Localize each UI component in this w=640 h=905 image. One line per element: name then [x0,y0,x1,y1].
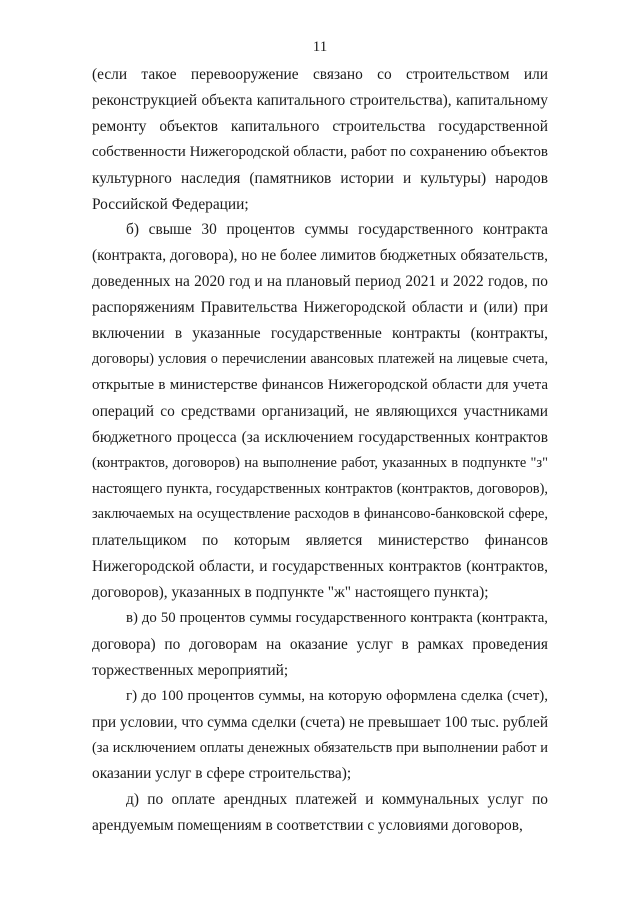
text-line: включении в указанные государственные контракты (контракты, [92,325,548,343]
text-line: (если такое перевооружение связано со строительством или [92,66,548,83]
text-line: договора) по договорам на оказание услуг в рамках проведения [92,635,548,653]
text-line: заключаемых на осуществление расходов в финансово-банковской сфере, [92,506,548,523]
text-line: в) до 50 процентов суммы государственного контракта (контракта, [126,610,548,627]
text-line: реконструкцией объекта капитального строительства), капитальному [92,91,548,109]
text-line: г) до 100 процентов суммы, на которую оформлена сделка (счет), [126,687,548,704]
text-line: бюджетного процесса (за исключением государственных контрактов [92,428,548,446]
text-line: операций со средствами организаций, не являющихся участниками [92,402,548,420]
text-line: при условии, что сумма сделки (счета) не превышает 100 тыс. рублей [92,713,549,731]
text-line: д) по оплате арендных платежей и коммунальных услуг по [126,791,548,809]
text-line: оказании услуг в сфере строительства); [92,765,352,783]
text-line: собственности Нижегородской области, работ по сохранению объектов [92,143,548,160]
text-line: распоряжениям Правительства Нижегородской области и (или) при [92,299,548,317]
page-number: 11 [312,39,328,55]
paragraph [92,217,548,606]
text-line: договоры) условия о перечислении авансовых платежей на лицевые счета, [92,350,548,367]
text-line: доведенных на 2020 год и на плановый период 2021 и 2022 годов, по [92,273,548,291]
paragraph [92,787,548,839]
text-line: арендуемым помещениям в соответствии с условиями договоров, [92,817,523,835]
text-line: открытые в министерстве финансов Нижегородской области для учета [92,376,548,393]
text-line: (контракта, договора), но не более лимитов бюджетных обязательств, [92,247,548,265]
text-line: Российской Федерации; [92,195,249,213]
text-line: (контрактов, договоров) на выполнение работ, указанных в подпункте "з" [92,454,548,471]
text-line: плательщиком по которым является министерство финансов [92,532,548,550]
document-body [92,62,548,839]
text-line: б) свыше 30 процентов суммы государственного контракта [126,221,548,239]
paragraph [92,684,548,788]
text-line: ремонту объектов капитального строительства государственной [92,117,548,135]
text-line: Нижегородской области, и государственных контрактов (контрактов, [92,558,548,576]
paragraph [92,62,548,217]
text-line: настоящего пункта, государственных контрактов (контрактов, договоров), [92,480,548,497]
text-line: (за исключением оплаты денежных обязательств при выполнении работ и [92,739,548,756]
paragraph [92,606,548,684]
text-line: культурного наследия (памятников истории и культуры) народов [92,169,548,187]
text-line: договоров), указанных в подпункте "ж" настоящего пункта); [92,584,489,602]
text-line: торжественных мероприятий; [92,661,289,679]
